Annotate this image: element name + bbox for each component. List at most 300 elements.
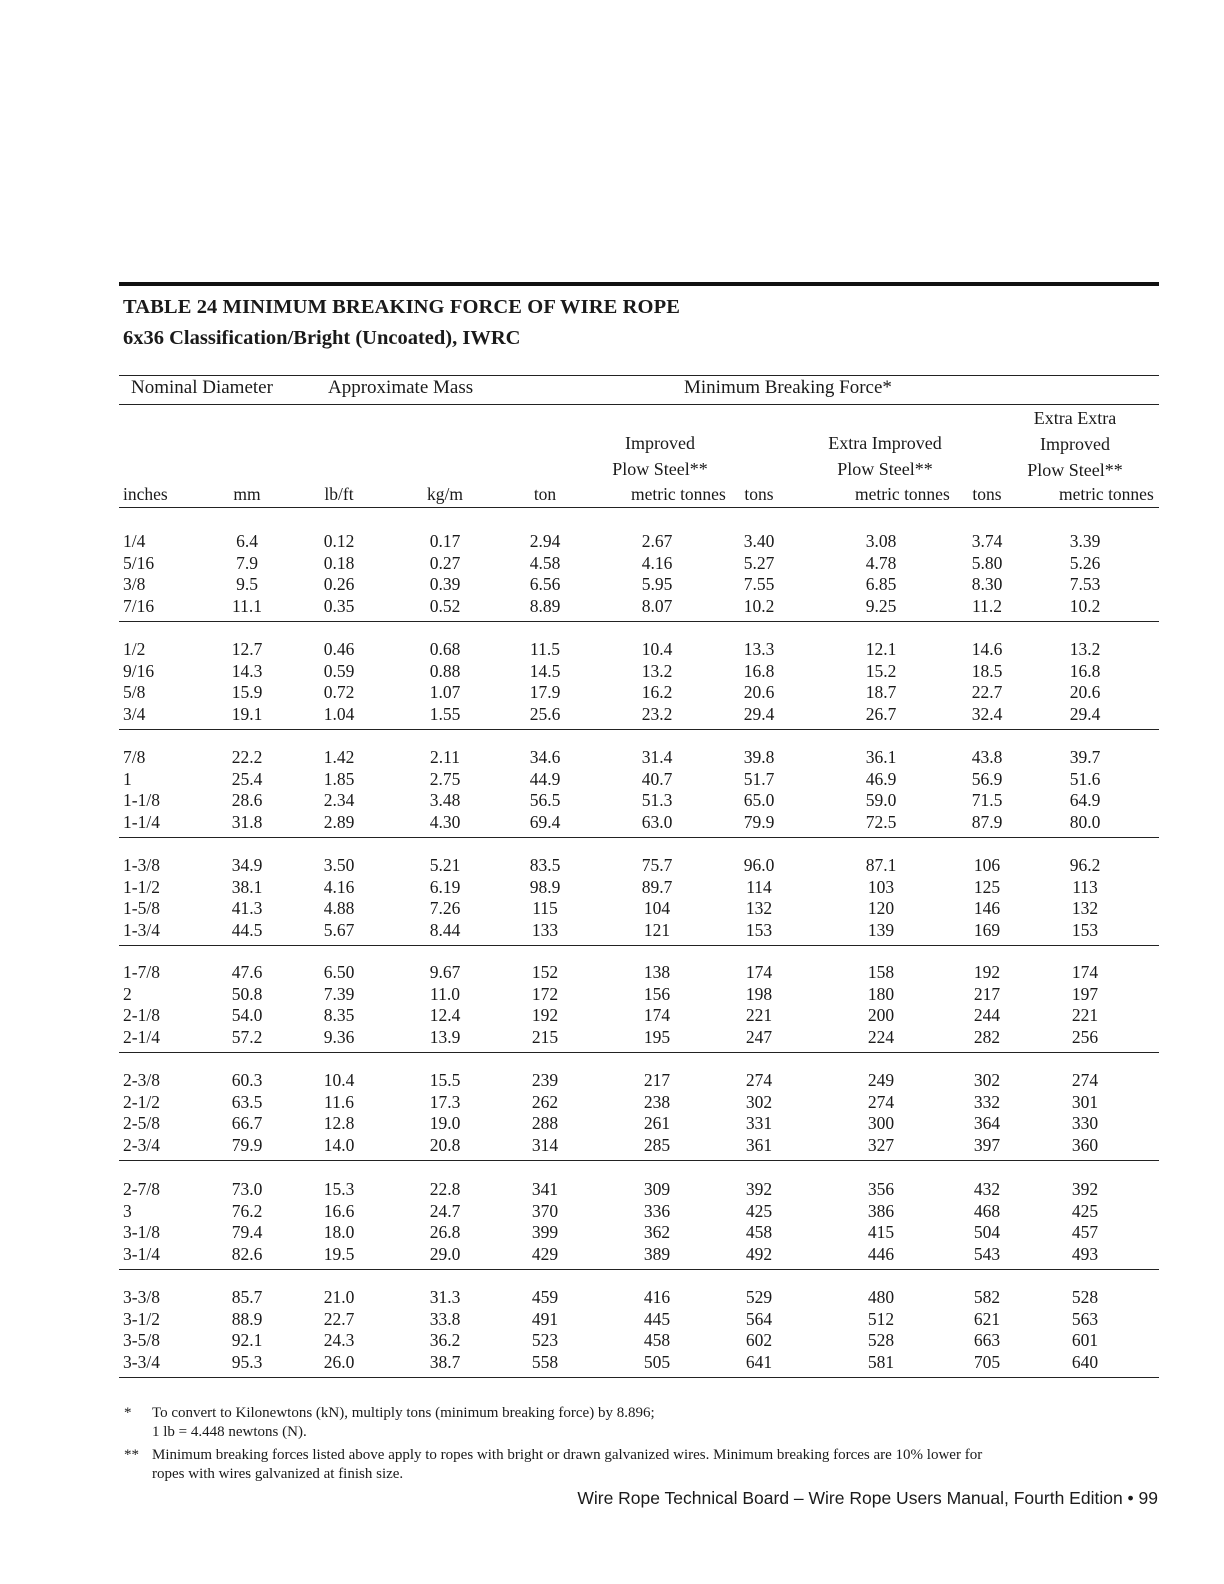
table-cell: 6.4 bbox=[236, 531, 258, 551]
table-cell: 153 bbox=[1071, 919, 1099, 940]
table-cell: 10.2 bbox=[1069, 595, 1101, 616]
table-cell: 12.8 bbox=[323, 1113, 355, 1133]
table-cell: 2.11 bbox=[430, 747, 460, 767]
table-cell: 192 bbox=[973, 962, 1001, 982]
table-cell: 0.59 bbox=[323, 660, 355, 681]
table-cell: 512 bbox=[867, 1308, 895, 1329]
table-cell: 16.8 bbox=[743, 660, 775, 681]
table-cell: 1-3/4 bbox=[123, 919, 160, 940]
header-bottom-line bbox=[119, 507, 1159, 508]
group-separator-line bbox=[119, 837, 1159, 838]
table-cell: 79.9 bbox=[231, 1134, 263, 1155]
table-cell: 523 bbox=[531, 1330, 559, 1350]
table-cell: 2-5/8 bbox=[123, 1113, 160, 1133]
table-cell: 558 bbox=[531, 1351, 559, 1372]
table-cell: 493 bbox=[1071, 1243, 1099, 1264]
table-cell: 11.1 bbox=[232, 595, 262, 616]
table-row bbox=[119, 1135, 1159, 1157]
table-cell: 14.5 bbox=[529, 660, 561, 681]
table-row bbox=[119, 1005, 1159, 1027]
header-mid-line bbox=[119, 404, 1159, 405]
table-row bbox=[119, 1201, 1159, 1223]
table-cell: 1-5/8 bbox=[123, 898, 160, 918]
table-row bbox=[119, 747, 1159, 769]
group-separator-line bbox=[119, 945, 1159, 946]
table-cell: 244 bbox=[973, 1005, 1001, 1025]
column-header: tons bbox=[744, 484, 774, 504]
table-cell: 19.5 bbox=[323, 1243, 355, 1264]
table-cell: 399 bbox=[531, 1222, 559, 1242]
table-cell: 9.36 bbox=[323, 1026, 355, 1047]
table-cell: 200 bbox=[867, 1005, 895, 1025]
table-cell: 285 bbox=[643, 1134, 671, 1155]
table-cell: 2-3/4 bbox=[123, 1134, 160, 1155]
table-cell: 3 bbox=[123, 1200, 132, 1221]
grade-header-eeips: Extra Extra Improved Plow Steel** bbox=[1027, 408, 1123, 480]
table-cell: 3-3/8 bbox=[123, 1287, 160, 1307]
table-cell: 15.2 bbox=[865, 660, 897, 681]
table-cell: 3-1/8 bbox=[123, 1222, 160, 1242]
table-cell: 36.2 bbox=[429, 1330, 461, 1350]
table-cell: 505 bbox=[643, 1351, 671, 1372]
table-cell: 602 bbox=[745, 1330, 773, 1350]
table-cell: 397 bbox=[973, 1134, 1001, 1155]
table-cell: 156 bbox=[643, 983, 671, 1004]
table-cell: 360 bbox=[1071, 1134, 1099, 1155]
table-cell: 3-5/8 bbox=[123, 1330, 160, 1350]
table-cell: 217 bbox=[643, 1070, 671, 1090]
table-cell: 543 bbox=[973, 1243, 1001, 1264]
table-cell: 432 bbox=[973, 1179, 1001, 1199]
table-cell: 88.9 bbox=[231, 1308, 263, 1329]
table-cell: 300 bbox=[867, 1113, 895, 1133]
table-cell: 2-1/8 bbox=[123, 1005, 160, 1025]
table-cell: 51.6 bbox=[1069, 768, 1101, 789]
table-cell: 19.0 bbox=[429, 1113, 461, 1133]
table-cell: 256 bbox=[1071, 1026, 1099, 1047]
table-cell: 370 bbox=[531, 1200, 559, 1221]
table-cell: 8.35 bbox=[323, 1005, 355, 1025]
table-cell: 458 bbox=[643, 1330, 671, 1350]
table-cell: 3-3/4 bbox=[123, 1351, 160, 1372]
table-cell: 7.9 bbox=[236, 552, 258, 573]
column-header: kg/m bbox=[427, 484, 463, 504]
table-cell: 3.08 bbox=[865, 531, 897, 551]
table-cell: 19.1 bbox=[231, 703, 263, 724]
table-row bbox=[119, 790, 1159, 812]
table-row bbox=[119, 769, 1159, 791]
table-cell: 26.8 bbox=[429, 1222, 461, 1242]
table-cell: 5/16 bbox=[123, 552, 155, 573]
table-cell: 429 bbox=[531, 1243, 559, 1264]
table-cell: 57.2 bbox=[231, 1026, 263, 1047]
table-cell: 25.4 bbox=[231, 768, 263, 789]
table-cell: 361 bbox=[745, 1134, 773, 1155]
table-cell: 0.88 bbox=[429, 660, 461, 681]
page-footer: Wire Rope Technical Board – Wire Rope Users Manual, Fourth Edition • 99 bbox=[577, 1488, 1158, 1508]
table-cell: 5.80 bbox=[971, 552, 1003, 573]
table-cell: 16.8 bbox=[1069, 660, 1101, 681]
table-cell: 96.0 bbox=[743, 855, 775, 875]
table-cell: 341 bbox=[531, 1179, 559, 1199]
table-cell: 416 bbox=[643, 1287, 671, 1307]
table-cell: 13.2 bbox=[641, 660, 673, 681]
table-cell: 0.27 bbox=[429, 552, 461, 573]
table-cell: 24.3 bbox=[323, 1330, 355, 1350]
table-cell: 44.5 bbox=[231, 919, 263, 940]
group-separator-line bbox=[119, 621, 1159, 622]
table-cell: 39.8 bbox=[743, 747, 775, 767]
column-header-row bbox=[119, 484, 1159, 506]
table-cell: 238 bbox=[643, 1091, 671, 1112]
table-cell: 480 bbox=[867, 1287, 895, 1307]
table-cell: 51.3 bbox=[641, 790, 673, 810]
table-cell: 9.67 bbox=[429, 962, 461, 982]
table-cell: 1-1/2 bbox=[123, 876, 160, 897]
table-cell: 104 bbox=[643, 898, 671, 918]
table-cell: 386 bbox=[867, 1200, 895, 1221]
table-row bbox=[119, 574, 1159, 596]
table-row bbox=[119, 812, 1159, 834]
table-cell: 217 bbox=[973, 983, 1001, 1004]
table-cell: 215 bbox=[531, 1026, 559, 1047]
table-cell: 12.4 bbox=[429, 1005, 461, 1025]
table-cell: 3.50 bbox=[323, 855, 355, 875]
table-cell: 63.0 bbox=[641, 811, 673, 832]
table-cell: 11.6 bbox=[324, 1091, 354, 1112]
table-cell: 336 bbox=[643, 1200, 671, 1221]
table-cell: 75.7 bbox=[641, 855, 673, 875]
table-cell: 302 bbox=[973, 1070, 1001, 1090]
table-cell: 621 bbox=[973, 1308, 1001, 1329]
table-row bbox=[119, 920, 1159, 942]
table-cell: 15.5 bbox=[429, 1070, 461, 1090]
table-cell: 1.42 bbox=[323, 747, 355, 767]
table-cell: 11.0 bbox=[430, 983, 460, 1004]
table-cell: 28.6 bbox=[231, 790, 263, 810]
table-cell: 172 bbox=[531, 983, 559, 1004]
table-cell: 54.0 bbox=[231, 1005, 263, 1025]
table-cell: 95.3 bbox=[231, 1351, 263, 1372]
table-cell: 224 bbox=[867, 1026, 895, 1047]
table-cell: 641 bbox=[745, 1351, 773, 1372]
table-cell: 2.34 bbox=[323, 790, 355, 810]
table-cell: 581 bbox=[867, 1351, 895, 1372]
table-cell: 528 bbox=[1071, 1287, 1099, 1307]
table-cell: 274 bbox=[745, 1070, 773, 1090]
table-cell: 71.5 bbox=[971, 790, 1003, 810]
table-cell: 153 bbox=[745, 919, 773, 940]
table-cell: 1 bbox=[123, 768, 132, 789]
column-header: lb/ft bbox=[324, 484, 354, 504]
table-cell: 491 bbox=[531, 1308, 559, 1329]
table-cell: 106 bbox=[973, 855, 1001, 875]
table-row bbox=[119, 1179, 1159, 1201]
table-cell: 31.3 bbox=[429, 1287, 461, 1307]
table-cell: 2.67 bbox=[641, 531, 673, 551]
table-cell: 364 bbox=[973, 1113, 1001, 1133]
table-row bbox=[119, 596, 1159, 618]
table-cell: 7.55 bbox=[743, 574, 775, 594]
table-cell: 20.6 bbox=[743, 682, 775, 702]
table-cell: 11.2 bbox=[972, 595, 1002, 616]
table-cell: 66.7 bbox=[231, 1113, 263, 1133]
table-cell: 5.95 bbox=[641, 574, 673, 594]
table-title: TABLE 24 MINIMUM BREAKING FORCE OF WIRE ROPE bbox=[123, 296, 680, 318]
table-cell: 356 bbox=[867, 1179, 895, 1199]
table-cell: 29.4 bbox=[743, 703, 775, 724]
table-cell: 504 bbox=[973, 1222, 1001, 1242]
table-cell: 98.9 bbox=[529, 876, 561, 897]
table-cell: 174 bbox=[643, 1005, 671, 1025]
table-cell: 18.5 bbox=[971, 660, 1003, 681]
table-cell: 56.9 bbox=[971, 768, 1003, 789]
table-cell: 5.27 bbox=[743, 552, 775, 573]
table-cell: 103 bbox=[867, 876, 895, 897]
table-cell: 389 bbox=[643, 1243, 671, 1264]
table-cell: 20.6 bbox=[1069, 682, 1101, 702]
table-cell: 92.1 bbox=[231, 1330, 263, 1350]
table-cell: 7.53 bbox=[1069, 574, 1101, 594]
table-cell: 69.4 bbox=[529, 811, 561, 832]
table-cell: 331 bbox=[745, 1113, 773, 1133]
table-cell: 59.0 bbox=[865, 790, 897, 810]
grade-header-eips: Extra Improved Plow Steel** bbox=[828, 433, 942, 479]
table-cell: 132 bbox=[1071, 898, 1099, 918]
table-cell: 114 bbox=[746, 876, 772, 897]
table-cell: 4.88 bbox=[323, 898, 355, 918]
table-cell: 15.9 bbox=[231, 682, 263, 702]
table-cell: 31.8 bbox=[231, 811, 263, 832]
table-cell: 29.0 bbox=[429, 1243, 461, 1264]
table-cell: 146 bbox=[973, 898, 1001, 918]
table-cell: 0.68 bbox=[429, 639, 461, 659]
table-cell: 8.44 bbox=[429, 919, 461, 940]
table-cell: 87.9 bbox=[971, 811, 1003, 832]
table-row bbox=[119, 962, 1159, 984]
table-cell: 1-1/8 bbox=[123, 790, 160, 810]
table-cell: 249 bbox=[867, 1070, 895, 1090]
table-row bbox=[119, 682, 1159, 704]
table-cell: 18.0 bbox=[323, 1222, 355, 1242]
grade-header-ips: Improved Plow Steel** bbox=[612, 433, 708, 479]
table-cell: 2 bbox=[123, 983, 132, 1004]
table-cell: 1.07 bbox=[429, 682, 461, 702]
table-cell: 26.0 bbox=[323, 1351, 355, 1372]
table-cell: 40.7 bbox=[641, 768, 673, 789]
table-cell: 459 bbox=[531, 1287, 559, 1307]
table-cell: 17.9 bbox=[529, 682, 561, 702]
table-cell: 1.04 bbox=[323, 703, 355, 724]
table-cell: 282 bbox=[973, 1026, 1001, 1047]
table-cell: 362 bbox=[643, 1222, 671, 1242]
table-cell: 180 bbox=[867, 983, 895, 1004]
table-cell: 0.39 bbox=[429, 574, 461, 594]
table-cell: 6.50 bbox=[323, 962, 355, 982]
table-cell: 125 bbox=[973, 876, 1001, 897]
table-cell: 13.2 bbox=[1069, 639, 1101, 659]
table-cell: 22.7 bbox=[971, 682, 1003, 702]
table-cell: 705 bbox=[973, 1351, 1001, 1372]
table-cell: 87.1 bbox=[865, 855, 897, 875]
table-cell: 5.67 bbox=[323, 919, 355, 940]
table-cell: 41.3 bbox=[231, 898, 263, 918]
table-cell: 83.5 bbox=[529, 855, 561, 875]
table-cell: 7.26 bbox=[429, 898, 461, 918]
table-cell: 76.2 bbox=[231, 1200, 263, 1221]
table-cell: 169 bbox=[973, 919, 1001, 940]
table-cell: 158 bbox=[867, 962, 895, 982]
table-cell: 22.7 bbox=[323, 1308, 355, 1329]
table-cell: 13.9 bbox=[429, 1026, 461, 1047]
footnote-1: * To convert to Kilonewtons (kN), multiply tons (minimum breaking force) by 8.896; 1 lb = 4.448 newtons (N). bbox=[124, 1405, 655, 1440]
table-cell: 7.39 bbox=[323, 983, 355, 1004]
table-row bbox=[119, 1287, 1159, 1309]
table-cell: 9.25 bbox=[865, 595, 897, 616]
table-cell: 601 bbox=[1071, 1330, 1099, 1350]
table-cell: 564 bbox=[745, 1308, 773, 1329]
table-cell: 72.5 bbox=[865, 811, 897, 832]
table-cell: 34.9 bbox=[231, 855, 263, 875]
table-cell: 563 bbox=[1071, 1308, 1099, 1329]
table-cell: 26.7 bbox=[865, 703, 897, 724]
table-cell: 20.8 bbox=[429, 1134, 461, 1155]
table-cell: 10.2 bbox=[743, 595, 775, 616]
table-cell: 13.3 bbox=[743, 639, 775, 659]
table-cell: 3/8 bbox=[123, 574, 146, 594]
table-cell: 425 bbox=[745, 1200, 773, 1221]
table-cell: 1.55 bbox=[429, 703, 461, 724]
column-header: metric tonnes bbox=[855, 484, 950, 504]
table-cell: 14.0 bbox=[323, 1134, 355, 1155]
table-cell: 7/8 bbox=[123, 747, 146, 767]
table-cell: 56.5 bbox=[529, 790, 561, 810]
group-header-force: Minimum Breaking Force* bbox=[684, 377, 892, 398]
group-separator-line bbox=[119, 1052, 1159, 1053]
table-cell: 16.2 bbox=[641, 682, 673, 702]
table-cell: 582 bbox=[973, 1287, 1001, 1307]
table-cell: 640 bbox=[1071, 1351, 1099, 1372]
table-cell: 79.9 bbox=[743, 811, 775, 832]
footnote-2: ** Minimum breaking forces listed above apply to ropes with bright or drawn galvanized wires. Minimum breaking forces are 10% lower for ropes with wires galvanized at finish size. bbox=[124, 1447, 983, 1482]
table-cell: 139 bbox=[867, 919, 895, 940]
table-cell: 392 bbox=[1071, 1179, 1099, 1199]
table-cell: 1-1/4 bbox=[123, 811, 160, 832]
table-cell: 288 bbox=[531, 1113, 559, 1133]
table-cell: 16.6 bbox=[323, 1200, 355, 1221]
table-cell: 274 bbox=[867, 1091, 895, 1112]
table-cell: 44.9 bbox=[529, 768, 561, 789]
table-cell: 63.5 bbox=[231, 1091, 263, 1112]
table-row bbox=[119, 661, 1159, 683]
table-cell: 5/8 bbox=[123, 682, 146, 702]
table-cell: 5.26 bbox=[1069, 552, 1101, 573]
table-cell: 5.21 bbox=[429, 855, 461, 875]
table-cell: 21.0 bbox=[323, 1287, 355, 1307]
table-cell: 23.2 bbox=[641, 703, 673, 724]
table-cell: 2.75 bbox=[429, 768, 461, 789]
table-cell: 195 bbox=[643, 1026, 671, 1047]
table-cell: 1/2 bbox=[123, 639, 146, 659]
table-row bbox=[119, 898, 1159, 920]
table-cell: 3.39 bbox=[1069, 531, 1101, 551]
table-cell: 192 bbox=[531, 1005, 559, 1025]
table-cell: 115 bbox=[532, 898, 558, 918]
table-cell: 492 bbox=[745, 1243, 773, 1264]
table-cell: 457 bbox=[1071, 1222, 1099, 1242]
table-cell: 6.85 bbox=[865, 574, 897, 594]
top-rule bbox=[119, 282, 1159, 286]
table-cell: 239 bbox=[531, 1070, 559, 1090]
table-cell: 528 bbox=[867, 1330, 895, 1350]
table-cell: 445 bbox=[643, 1308, 671, 1329]
table-cell: 3.74 bbox=[971, 531, 1003, 551]
table-row bbox=[119, 1352, 1159, 1374]
table-row bbox=[119, 1070, 1159, 1092]
table-cell: 529 bbox=[745, 1287, 773, 1307]
table-cell: 8.30 bbox=[971, 574, 1003, 594]
table-cell: 51.7 bbox=[743, 768, 775, 789]
table-cell: 174 bbox=[745, 962, 773, 982]
table-cell: 2-3/8 bbox=[123, 1070, 160, 1090]
table-row bbox=[119, 639, 1159, 661]
table-subtitle: 6x36 Classification/Bright (Uncoated), IWRC bbox=[123, 327, 521, 349]
table-cell: 43.8 bbox=[971, 747, 1003, 767]
table-cell: 332 bbox=[973, 1091, 1001, 1112]
table-cell: 4.30 bbox=[429, 811, 461, 832]
table-cell: 4.78 bbox=[865, 552, 897, 573]
table-cell: 50.8 bbox=[231, 983, 263, 1004]
table-row bbox=[119, 984, 1159, 1006]
table-cell: 2.89 bbox=[323, 811, 355, 832]
table-cell: 22.2 bbox=[231, 747, 263, 767]
table-cell: 221 bbox=[1071, 1005, 1099, 1025]
table-cell: 425 bbox=[1071, 1200, 1099, 1221]
table-cell: 3-1/4 bbox=[123, 1243, 160, 1264]
table-cell: 221 bbox=[745, 1005, 773, 1025]
table-cell: 458 bbox=[745, 1222, 773, 1242]
table-bottom-line bbox=[119, 1377, 1159, 1378]
table-cell: 2-1/4 bbox=[123, 1026, 160, 1047]
table-cell: 22.8 bbox=[429, 1179, 461, 1199]
table-cell: 2.94 bbox=[529, 531, 561, 551]
table-cell: 0.12 bbox=[323, 531, 355, 551]
table-cell: 415 bbox=[867, 1222, 895, 1242]
table-cell: 302 bbox=[745, 1091, 773, 1112]
table-cell: 0.18 bbox=[323, 552, 355, 573]
table-cell: 0.52 bbox=[429, 595, 461, 616]
group-header-diameter: Nominal Diameter bbox=[131, 377, 273, 398]
table-cell: 6.56 bbox=[529, 574, 561, 594]
column-header: inches bbox=[123, 484, 168, 504]
table-cell: 152 bbox=[531, 962, 559, 982]
table-cell: 3.40 bbox=[743, 531, 775, 551]
table-cell: 120 bbox=[867, 898, 895, 918]
table-cell: 446 bbox=[867, 1243, 895, 1264]
table-cell: 261 bbox=[643, 1113, 671, 1133]
table-cell: 8.89 bbox=[529, 595, 561, 616]
table-cell: 34.6 bbox=[529, 747, 561, 767]
table-cell: 29.4 bbox=[1069, 703, 1101, 724]
table-cell: 32.4 bbox=[971, 703, 1003, 724]
group-header-mass: Approximate Mass bbox=[328, 377, 474, 398]
table-cell: 0.72 bbox=[323, 682, 355, 702]
table-cell: 3.48 bbox=[429, 790, 461, 810]
table-cell: 36.1 bbox=[865, 747, 897, 767]
table-cell: 301 bbox=[1071, 1091, 1099, 1112]
table-cell: 3-1/2 bbox=[123, 1308, 160, 1329]
column-header: metric tonnes bbox=[1059, 484, 1154, 504]
